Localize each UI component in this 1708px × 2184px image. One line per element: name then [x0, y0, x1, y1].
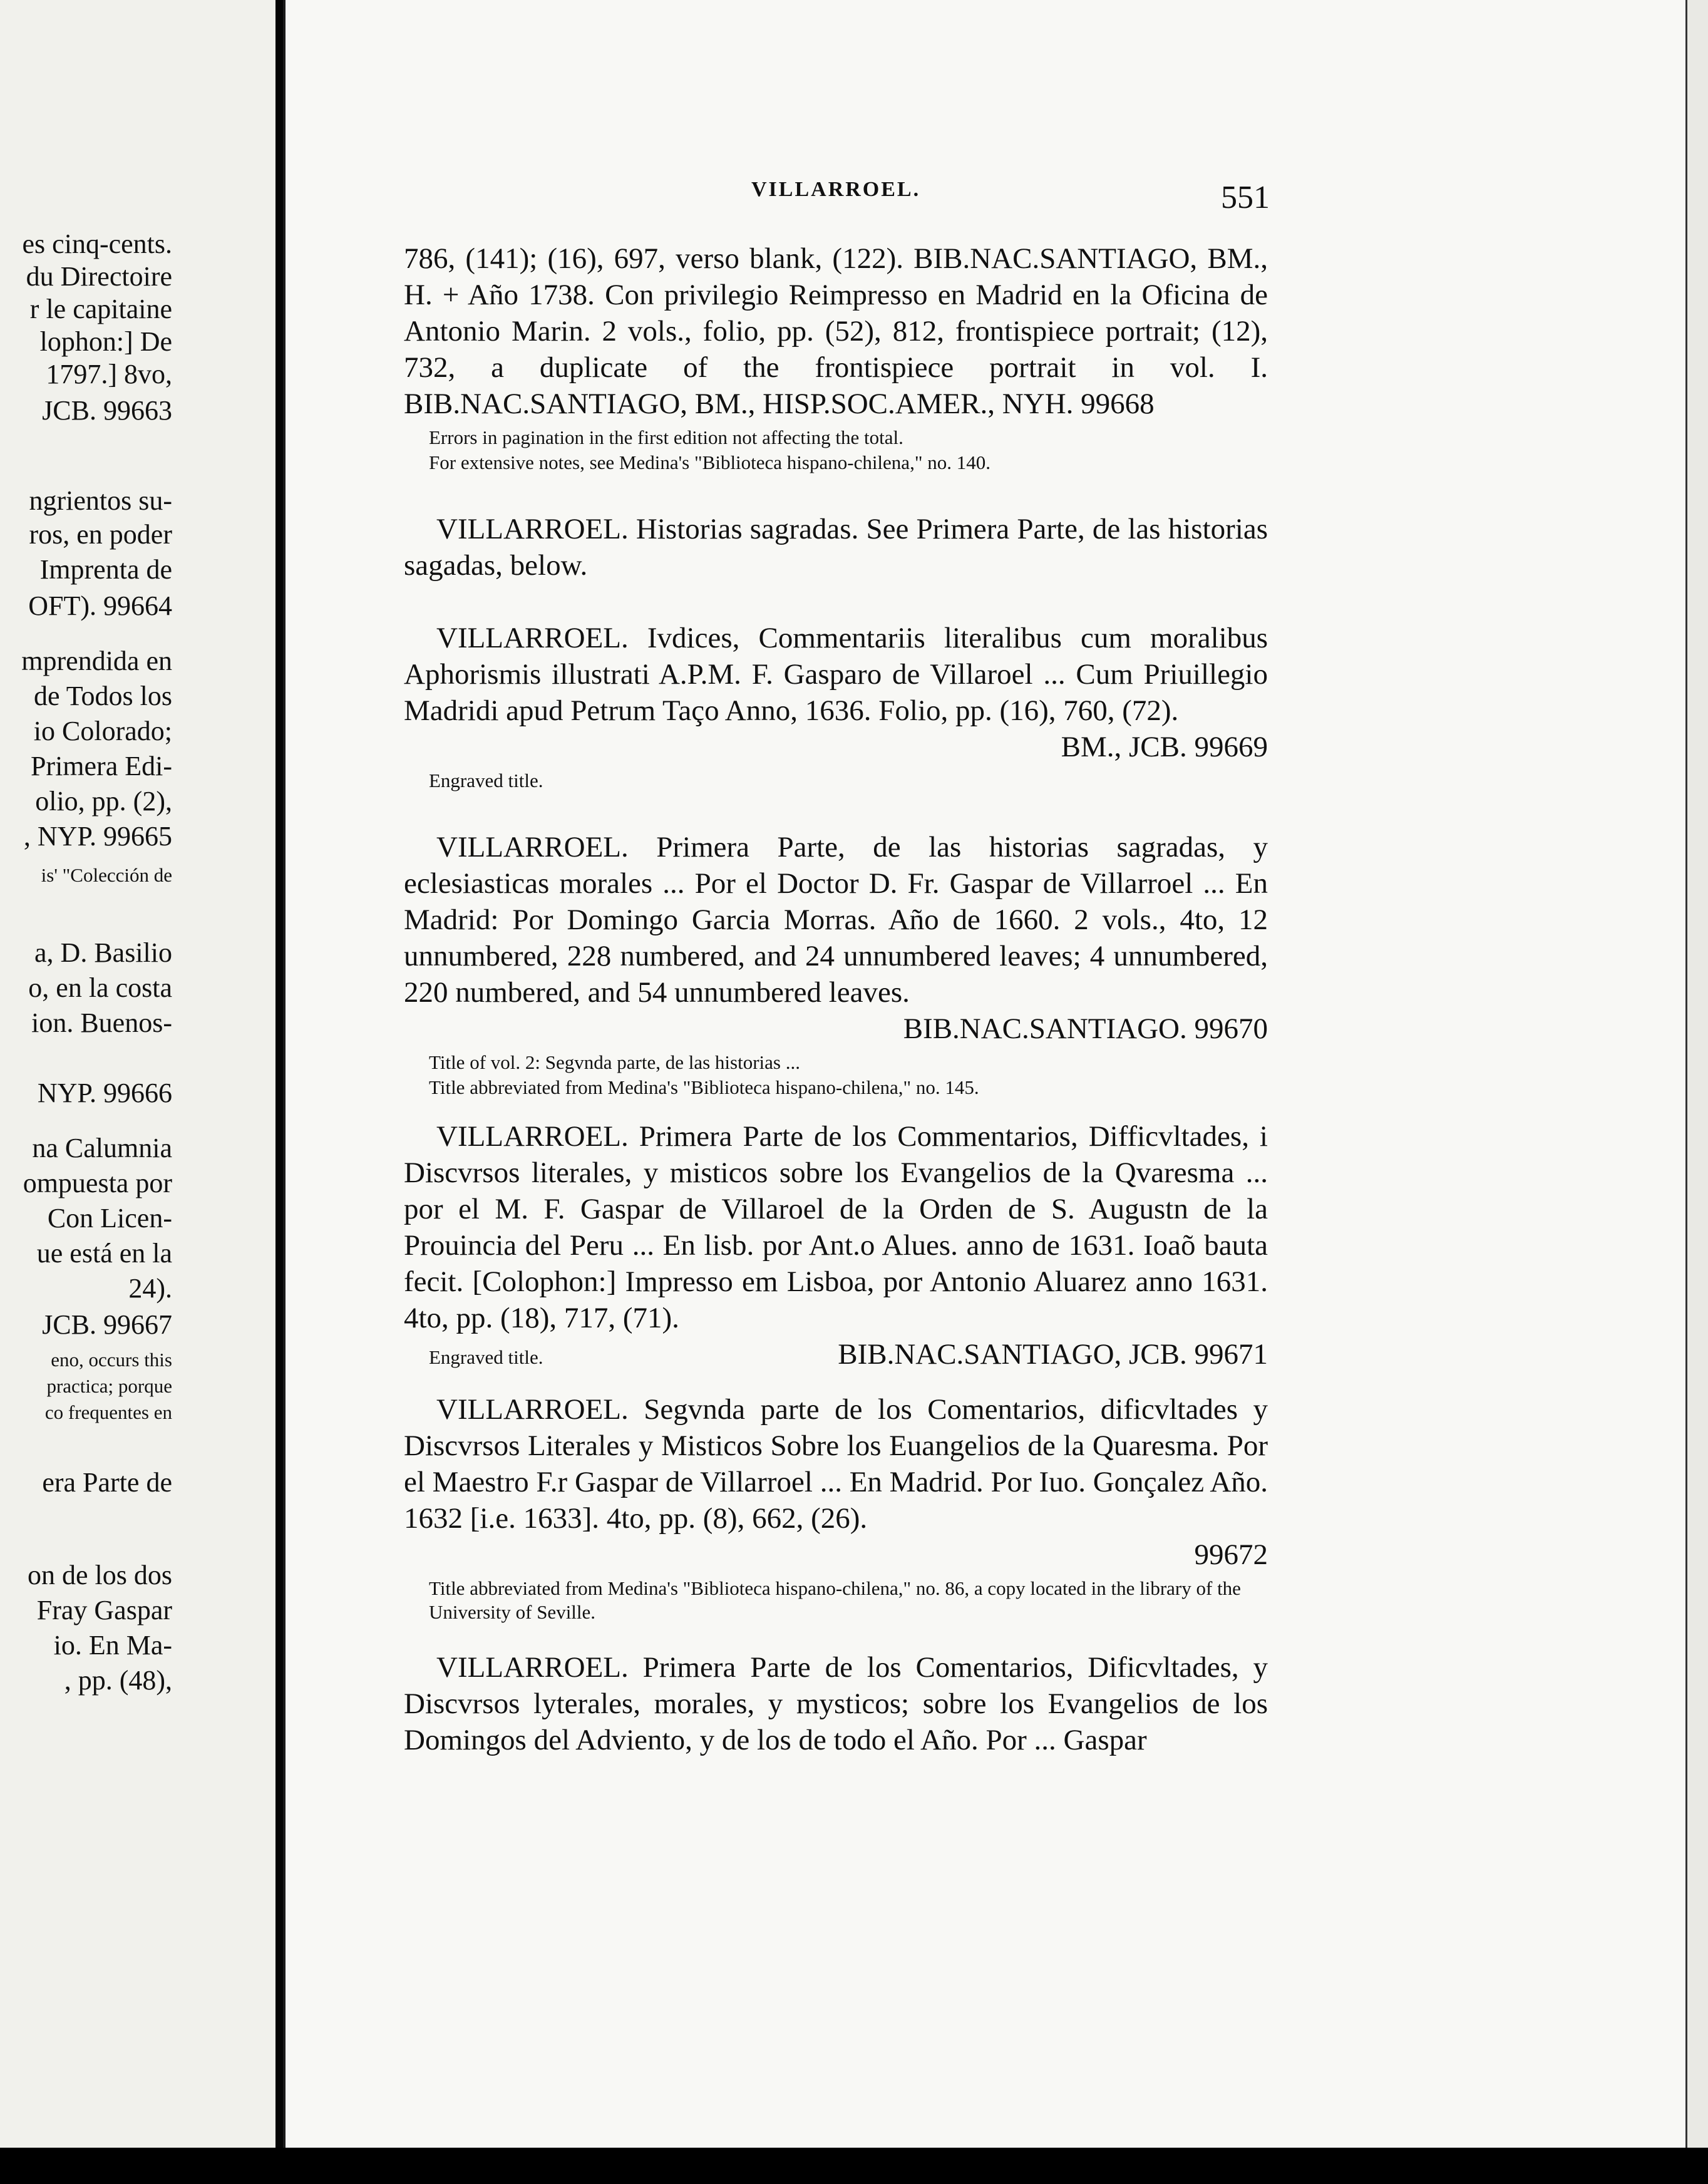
left-line: JCB. 99663 — [42, 395, 172, 426]
left-line: ros, en poder — [29, 519, 172, 550]
entry-note: Engraved title. — [429, 1346, 543, 1368]
left-line: olio, pp. (2), — [35, 786, 172, 816]
entry-text: VILLARROEL. Primera Parte de los Commentarios, Difficvltades, i Discvrsos literales, y misticos sobre los Evangelios de la Qvaresma ... por el M. F. Gaspar de Villaroel de la Orden de S. Augustn de la Prouincia del Peru ... En lisb. por Ant.o Alues. anno de 1631. Ioaõ bauta fecit. [Colophon:] Impresso em Lisboa, por Antonio Aluarez anno 1631. 4to, pp. (18), 717, (71). — [404, 1120, 1268, 1334]
entry-note: Title abbreviated from Medina's "Biblioteca hispano-chilena," no. 86, a copy located in the library of the University of Seville. — [429, 1577, 1241, 1623]
entry-99672 — [404, 1391, 1268, 1624]
entry-text: VILLARROEL. Historias sagradas. See Primera Parte, de las historias sagadas, below. — [404, 513, 1268, 582]
left-line: ngrientos su- — [29, 485, 172, 516]
entry-note: Title abbreviated from Medina's "Biblioteca hispano-chilena," no. 145. — [429, 1076, 979, 1098]
left-line: Primera Edi- — [30, 751, 172, 781]
holdings: BIB.NAC.SANTIAGO, JCB. 99671 — [838, 1338, 1268, 1371]
page-edge — [1685, 0, 1708, 2184]
left-line: o, en la costa — [28, 972, 172, 1003]
left-line: Imprenta de — [39, 554, 172, 585]
left-line: ompuesta por — [23, 1168, 172, 1198]
bibliography-body — [404, 240, 1268, 1758]
left-line: is' "Colección de — [41, 864, 172, 886]
left-line: ue está en la — [36, 1238, 172, 1269]
left-line: co frequentes en — [44, 1401, 172, 1423]
holdings: BIB.NAC.SANTIAGO. 99670 — [903, 1012, 1268, 1045]
entry-continuation — [404, 240, 1268, 475]
left-line: mprendida en — [21, 646, 172, 676]
left-line: 24). — [128, 1273, 172, 1304]
holdings: BM., JCB. 99669 — [1061, 731, 1268, 763]
left-line: practica; porque — [46, 1375, 172, 1397]
scan-border — [0, 2148, 1708, 2184]
left-line: Con Licen- — [47, 1203, 172, 1234]
entry-next — [404, 1649, 1268, 1758]
left-line: NYP. 99666 — [37, 1078, 172, 1108]
page-number: 551 — [1221, 180, 1270, 215]
left-line: era Parte de — [42, 1467, 172, 1498]
left-line: na Calumnia — [32, 1133, 172, 1163]
book-gutter — [275, 0, 283, 2184]
left-line: du Directoire — [26, 261, 172, 292]
entry-text: VILLARROEL. Primera Parte, de las historias sagradas, y eclesiasticas morales ... Por el Doctor D. Fr. Gaspar de Villarroel ... En Madrid: Por Domingo Garcia Morras. Año de 1660. 2 vols., 4to, 12 unnumbered, 228 numbered, and 24 unnumbered leaves; 4 unnumbered, 220 numbered, and 54 unnumbered leaves. — [404, 831, 1268, 1009]
left-line: on de los dos — [28, 1560, 172, 1590]
entry-99670 — [404, 829, 1268, 1100]
entry-99668-historias — [404, 511, 1268, 584]
entry-note: Title of vol. 2: Segvnda parte, de las historias ... — [429, 1051, 800, 1073]
left-line: eno, occurs this — [51, 1349, 172, 1371]
entry-note: Engraved title. — [429, 770, 543, 791]
holdings: 99672 — [1194, 1538, 1268, 1571]
left-line: OFT). 99664 — [28, 590, 172, 621]
left-line: r le capitaine — [29, 294, 172, 324]
entry-text: VILLARROEL. Segvnda parte de los Comentarios, dificvltades y Discvrsos Literales y Misticos Sobre los Euangelios de la Quaresma. Por el Maestro F.r Gaspar de Villarroel ... En Madrid. Por Iuo. Gonçalez Año. 1632 [i.e. 1633]. 4to, pp. (8), 662, (26). — [404, 1393, 1268, 1535]
entry-text: 786, (141); (16), 697, verso blank, (122). BIB.NAC.SANTIAGO, BM., H. + Año 1738. Con privilegio Reimpresso en Madrid en la Oficina de Antonio Marin. 2 vols., folio, pp. (52), 812, frontispiece portrait; (12), 732, a duplicate of the frontispiece portrait in vol. I. BIB.NAC.SANTIAGO, BM., HISP.SOC.AMER., NYH. 99668 — [404, 242, 1268, 420]
left-line: de Todos los — [33, 681, 172, 711]
entry-text: VILLARROEL. Ivdices, Commentariis literalibus cum moralibus Aphorismis illustrati A.P.M. F. Gasparo de Villaroel ... Cum Priuillegio Madridi apud Petrum Taço Anno, 1636. Folio, pp. (16), 760, (72). — [404, 622, 1268, 727]
left-line: a, D. Basilio — [34, 937, 172, 968]
left-line: io. En Ma- — [53, 1630, 172, 1661]
entry-99671 — [404, 1118, 1268, 1373]
left-line: Fray Gaspar — [36, 1595, 172, 1625]
entry-99669 — [404, 620, 1268, 793]
left-line: , NYP. 99665 — [23, 821, 172, 852]
left-line: JCB. 99667 — [42, 1309, 172, 1340]
left-line: io Colorado; — [33, 716, 172, 746]
left-line: es cinq-cents. — [22, 229, 172, 259]
left-line: lophon:] De — [39, 326, 172, 357]
left-line: ion. Buenos- — [31, 1007, 172, 1038]
running-title: VILLARROEL. — [751, 178, 921, 201]
entry-note: Errors in pagination in the first edition not affecting the total. — [429, 426, 903, 448]
entry-text: VILLARROEL. Primera Parte de los Comentarios, Dificvltades, y Discvrsos lyterales, morales, y mysticos; sobre los Evangelios de los Domingos del Adviento, y de los de todo el Año. Por ... Gaspar — [404, 1651, 1268, 1756]
left-line: , pp. (48), — [64, 1665, 172, 1696]
left-page-fragment — [0, 0, 275, 2184]
left-line: 1797.] 8vo, — [46, 359, 172, 389]
entry-note: For extensive notes, see Medina's "Biblioteca hispano-chilena," no. 140. — [429, 451, 990, 473]
